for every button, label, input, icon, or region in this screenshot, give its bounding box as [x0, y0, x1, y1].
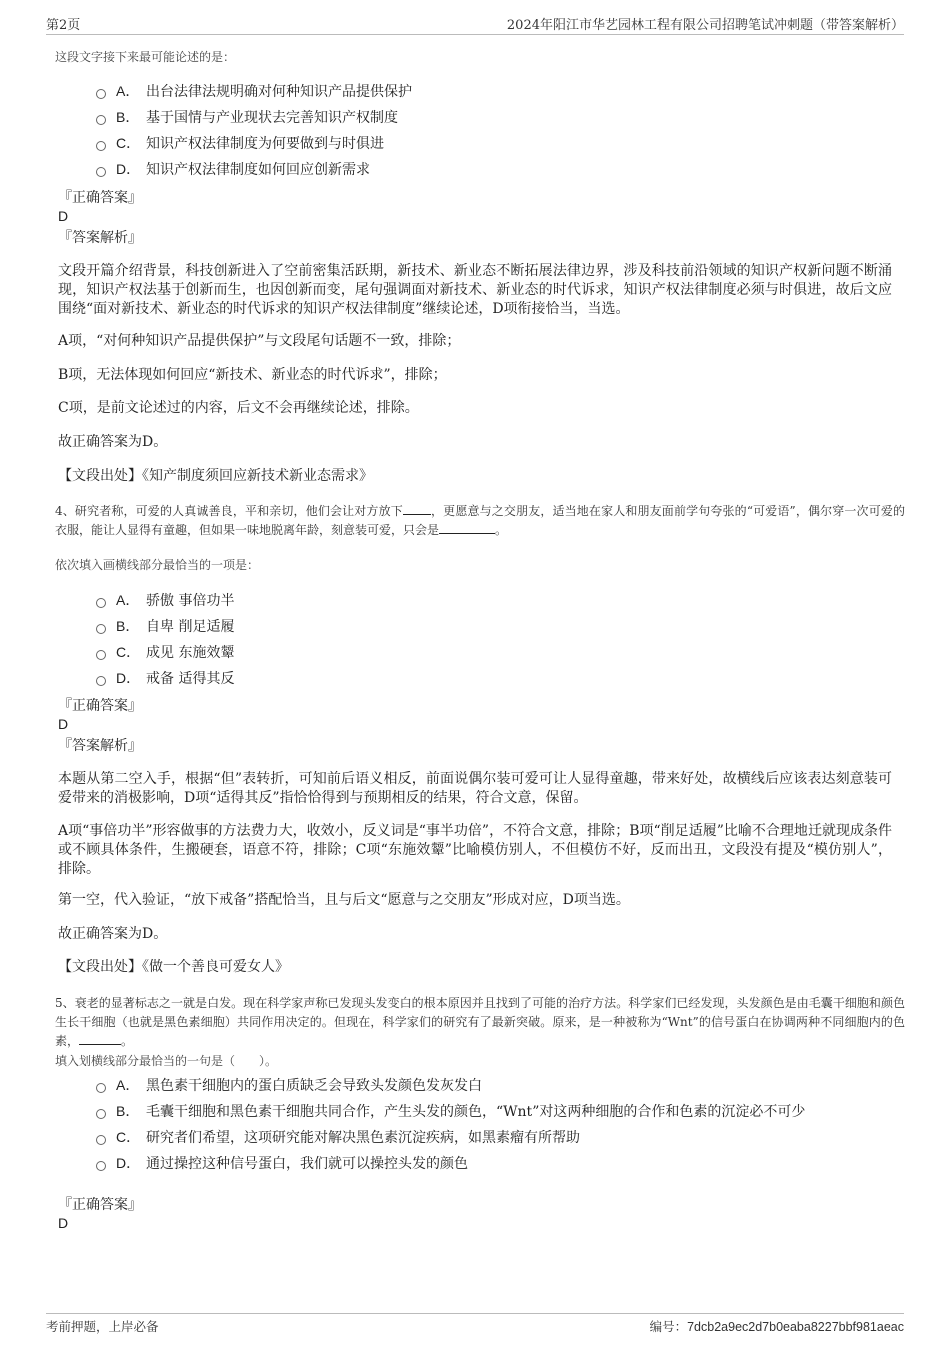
page-footer: [46, 1313, 904, 1338]
answer-blank: [439, 521, 495, 534]
q3-analysis-paragraph: 文段开篇介绍背景，科技创新进入了空前密集活跃期，新技术、新业态不断拓展法律边界，涉及科技前沿领域的知识产权新问题不断涌现，知识产权法基于创新而生，也因创新而变，尾句强调面对新技术、新业态的时代诉求，知识产权法律制度必须与时俱进，故后文应围绕“面对新技术、新业态的时代诉求的知识产权法律制度”继续论述，D项衔接恰当，当选。: [58, 263, 892, 317]
radio-icon[interactable]: [96, 598, 106, 608]
q4-source: 【文段出处】《做一个善良可爱女人》: [58, 959, 289, 975]
q3-prompt: 这段文字接下来最可能论述的是：: [55, 50, 236, 64]
q5-option-a[interactable]: A． 黑色素干细胞内的蛋白质缺乏会导致头发颜色发灰发白: [96, 1075, 482, 1095]
radio-icon[interactable]: [96, 676, 106, 686]
q5-option-b[interactable]: B． 毛囊干细胞和黑色素干细胞共同合作，产生头发的颜色，“Wnt”对这两种细胞的合作和色素的沉淀必不可少: [96, 1101, 805, 1121]
answer-blank: [79, 1032, 121, 1045]
q4-analysis-label: 『答案解析』: [58, 738, 142, 754]
q3-option-a[interactable]: A． 出台法律法规明确对何种知识产品提供保护: [96, 81, 412, 101]
page-number: 第2页: [46, 18, 81, 33]
radio-icon[interactable]: [96, 1083, 106, 1093]
q3-source: 【文段出处】《知产制度须回应新技术新业态需求》: [58, 468, 373, 484]
q5-prompt: 填入划横线部分最恰当的一句是（ ）。: [55, 1054, 278, 1068]
q4-option-c[interactable]: C． 成见 东施效颦: [96, 642, 234, 662]
q4-stem: 4、研究者称，可爱的人真诚善良，平和亲切，他们会让对方放下 ，更愿意与之交朋友，适当地在家人和朋友面前学句夸张的“可爱语”，偶尔穿一次可爱的衣服，能让人显得有童趣，但如果一味地脱离年龄，刻意装可爱，只会是 。: [55, 504, 905, 537]
q4-analysis-paragraph: A项“事倍功半”形容做事的方法费力大，收效小，反义词是“事半功倍”，不符合文意，排除；B项“削足适履”比喻不合理地迁就现成条件或不顾具体条件，生搬硬套，语意不符，排除；C项“东施效颦”比喻模仿别人，不但模仿不好，反而出丑，文段没有提及“模仿别人”，排除。: [58, 823, 892, 877]
q3-option-d[interactable]: D． 知识产权法律制度如何回应创新需求: [96, 159, 370, 179]
page-header: [46, 14, 904, 35]
q5-option-c[interactable]: C． 研究者们希望，这项研究能对解决黑色素沉淀疾病，如黑素瘤有所帮助: [96, 1127, 580, 1147]
q3-analysis-paragraph: C项，是前文论述过的内容，后文不会再继续论述，排除。: [58, 400, 419, 416]
q3-option-c[interactable]: C． 知识产权法律制度为何要做到与时俱进: [96, 133, 384, 153]
radio-icon[interactable]: [96, 141, 106, 151]
q3-answer: D: [58, 208, 69, 224]
radio-icon[interactable]: [96, 1161, 106, 1171]
q3-answer-label: 『正确答案』: [58, 190, 142, 206]
q3-analysis-paragraph: A项，“对何种知识产品提供保护”与文段尾句话题不一致，排除；: [58, 333, 461, 349]
radio-icon[interactable]: [96, 89, 106, 99]
q4-prompt: 依次填入画横线部分最恰当的一项是：: [55, 558, 260, 572]
document-code: 编号：7dcb2a9ec2d7b0eaba8227bbf981aeac: [649, 1319, 904, 1334]
q3-analysis-paragraph: B项，无法体现如何回应“新技术、新业态的时代诉求”，排除；: [58, 367, 447, 383]
radio-icon[interactable]: [96, 1109, 106, 1119]
q4-answer: D: [58, 716, 69, 732]
radio-icon[interactable]: [96, 650, 106, 660]
q5-answer: D: [58, 1215, 69, 1231]
q5-stem: 5、衰老的显著标志之一就是白发。现在科学家声称已发现头发变白的根本原因并且找到了可能的治疗方法。科学家们已经发现，头发颜色是由毛囊干细胞和颜色生长干细胞（也就是黑色素细胞）共同作用决定的。但现在，科学家们的研究有了最新突破。原来，是一种被称为“Wnt”的信号蛋白在协调两种不同细胞内的色素， 。: [55, 996, 905, 1048]
q4-analysis-paragraph: 故正确答案为D。: [58, 926, 168, 942]
q4-option-b[interactable]: B． 自卑 削足适履: [96, 616, 234, 636]
radio-icon[interactable]: [96, 115, 106, 125]
q3-analysis-label: 『答案解析』: [58, 230, 142, 246]
document-title: 2024年阳江市华艺园林工程有限公司招聘笔试冲刺题（带答案解析）: [506, 18, 904, 33]
q4-option-a[interactable]: A． 骄傲 事倍功半: [96, 590, 234, 610]
q4-answer-label: 『正确答案』: [58, 698, 142, 714]
radio-icon[interactable]: [96, 1135, 106, 1145]
q5-answer-label: 『正确答案』: [58, 1197, 142, 1213]
radio-icon[interactable]: [96, 624, 106, 634]
q4-analysis-paragraph: 第一空，代入验证，“放下戒备”搭配恰当，且与后文“愿意与之交朋友”形成对应，D项当选。: [58, 892, 630, 908]
q4-option-d[interactable]: D． 戒备 适得其反: [96, 668, 234, 688]
q4-analysis-paragraph: 本题从第二空入手，根据“但”表转折，可知前后语义相反，前面说偶尔装可爱可让人显得童趣，带来好处，故横线后应该表达刻意装可爱带来的消极影响，D项“适得其反”指恰恰得到与预期相反的结果，符合文意，保留。: [58, 771, 892, 806]
footer-note: 考前押题，上岸必备: [46, 1319, 159, 1334]
q5-option-d[interactable]: D． 通过操控这种信号蛋白，我们就可以操控头发的颜色: [96, 1153, 468, 1173]
answer-blank: [403, 502, 431, 515]
q3-analysis-paragraph: 故正确答案为D。: [58, 434, 168, 450]
q3-option-b[interactable]: B． 基于国情与产业现状去完善知识产权制度: [96, 107, 398, 127]
radio-icon[interactable]: [96, 167, 106, 177]
